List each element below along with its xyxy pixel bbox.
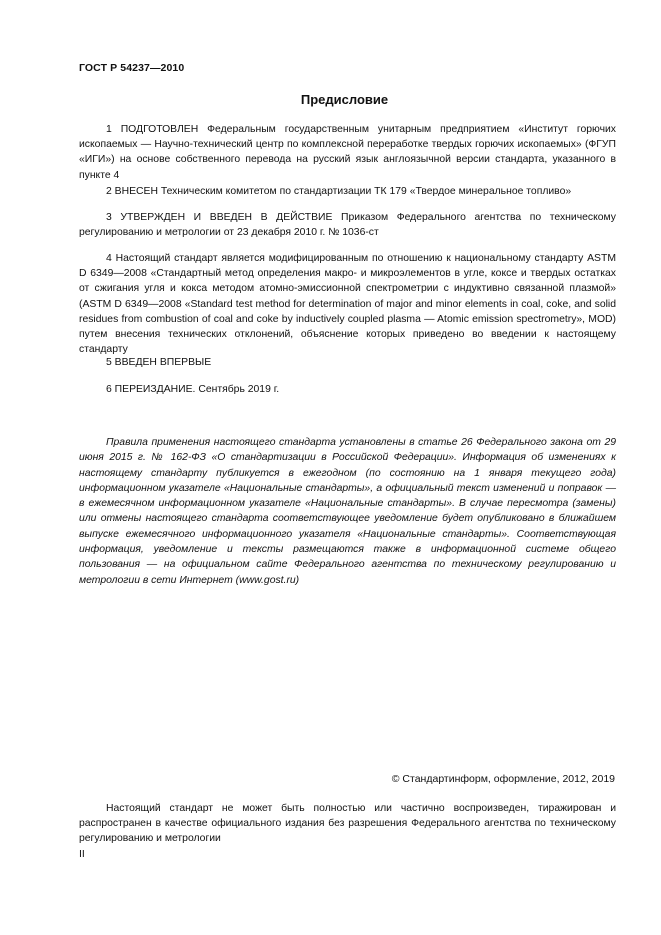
application-notice: Правила применения настоящего стандарта установлены в статье 26 Федерального закона от 29 июня 2015 г. № 162-ФЗ «О стандартизации в Российской Федерации». Информация об изменениях к настоящему стандарту публикуется в ежегодном (по состоянию на 1 января текущего года) информационном указателе «Национальные стандарты», а официальный текст изменений и поправок — в ежемесячном информационном указателе «Национальные стандарты». В случае пересмотра (замены) или отмены настоящего стандарта соответствующее уведомление будет опубликовано в ближайшем выпуске ежемесячного информационного указателя «Национальные стандарты». Соответствующая информация, уведомление и тексты размещаются также в информационной системе общего пользования — на официальном сайте Федерального агентства по техническому регулированию и метрологии в сети Интернет (www.gost.ru)	[79, 437, 616, 586]
copyright-line: © Стандартинформ, оформление, 2012, 2019	[391, 773, 615, 785]
paragraph-3: 3 УТВЕРЖДЕН И ВВЕДЕН В ДЕЙСТВИЕ Приказом Федерального агентства по техническому регулированию и метрологии от 23 декабря 2010 г. № 1036-ст	[79, 212, 616, 239]
reproduction-notice: Настоящий стандарт не может быть полностью или частично воспроизведен, тиражирован и распространен в качестве официального издания без разрешения Федерального агентства по техническому регулированию и метрологии	[79, 803, 616, 845]
standard-code-header: ГОСТ Р 54237—2010	[79, 62, 185, 74]
paragraph-4: 4 Настоящий стандарт является модифицированным по отношению к национальному стандарту ASTM D 6349—2008 «Стандартный метод определения макро- и микроэлементов в угле, коксе и твердых остатках от сжигания угля и кокса методом атомно-эмиссионной спектрометрии с индуктивно связанной плазмой» (ASTM D 6349—2008 «Standard test method for determination of major and minor elements in coal, coke, and solid residues from combustion of coal and coke by inductively coupled plasma — Atomic emission spectrometry», MOD) путем внесения технических отклонений, объяснение которых приведено во введении к настоящему стандарту	[79, 253, 616, 356]
paragraph-5: 5 ВВЕДЕН ВПЕРВЫЕ	[106, 357, 212, 368]
section-title: Предисловие	[300, 92, 389, 107]
paragraph-2: 2 ВНЕСЕН Техническим комитетом по стандартизации ТК 179 «Твердое минеральное топливо»	[106, 186, 572, 197]
paragraph-1: 1 ПОДГОТОВЛЕН Федеральным государственным унитарным предприятием «Институт горючих ископаемых — Научно-технический центр по комплексной переработке твердых горючих ископаемых» (ФГУП «ИГИ») на основе собственного перевода на русский язык англоязычной версии стандарта, указанного в пункте 4	[79, 124, 616, 181]
paragraph-6: 6 ПЕРЕИЗДАНИЕ. Сентябрь 2019 г.	[106, 384, 280, 395]
page-number: II	[79, 848, 85, 860]
